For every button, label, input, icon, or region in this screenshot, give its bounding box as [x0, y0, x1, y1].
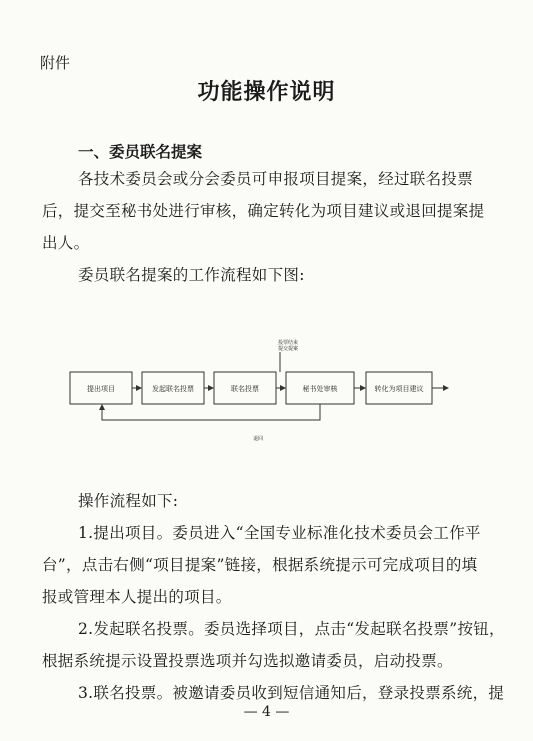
- return-arrow: [102, 404, 320, 420]
- note-top-line2: 提交提案: [277, 346, 299, 352]
- flow-box-2-label: 发起联名投票: [152, 385, 194, 393]
- flow-box-1-label: 提出项目: [87, 385, 115, 393]
- step3-line: 3.联名投票。被邀请委员收到短信通知后，登录投票系统，提: [78, 684, 505, 702]
- note-return-label: 退回: [252, 436, 264, 442]
- page-title: 功能操作说明: [197, 79, 336, 105]
- step1-line: 报或管理本人提出的项目。: [42, 588, 232, 606]
- step2-line: 根据系统提示设置投票选项并勾选拟邀请委员，启动投票。: [42, 652, 453, 670]
- note-top-line1: 投票结束: [277, 340, 299, 346]
- page-number: — 4 —: [243, 704, 290, 720]
- step1-line: 台”，点击右侧“项目提案”链接，根据系统提示可完成项目的填: [42, 556, 478, 574]
- flow-box-3-label: 联名投票: [231, 385, 259, 393]
- paragraph-line: 各技术委员会或分会委员可申报项目提案，经过联名投票: [78, 170, 474, 188]
- workflow-diagram: [62, 330, 472, 445]
- paragraph-line: 出人。: [42, 234, 90, 252]
- step1-line: 1.提出项目。委员进入“全国专业标准化技术委员会工作平: [78, 524, 481, 542]
- paragraph-line: 后，提交至秘书处进行审核，确定转化为项目建议或退回提案提: [42, 202, 485, 220]
- flow-intro-text: 委员联名提案的工作流程如下图:: [78, 266, 305, 284]
- step2-line: 2.发起联名投票。委员选择项目，点击“发起联名投票”按钮，: [78, 620, 505, 638]
- ops-intro-text: 操作流程如下:: [78, 492, 179, 510]
- attachment-label: 附件: [40, 54, 71, 72]
- flow-box-4-label: 秘书处审核: [302, 385, 338, 393]
- section-heading: 一、委员联名提案: [78, 143, 203, 161]
- flow-box-5-label: 转化为项目建议: [374, 385, 424, 393]
